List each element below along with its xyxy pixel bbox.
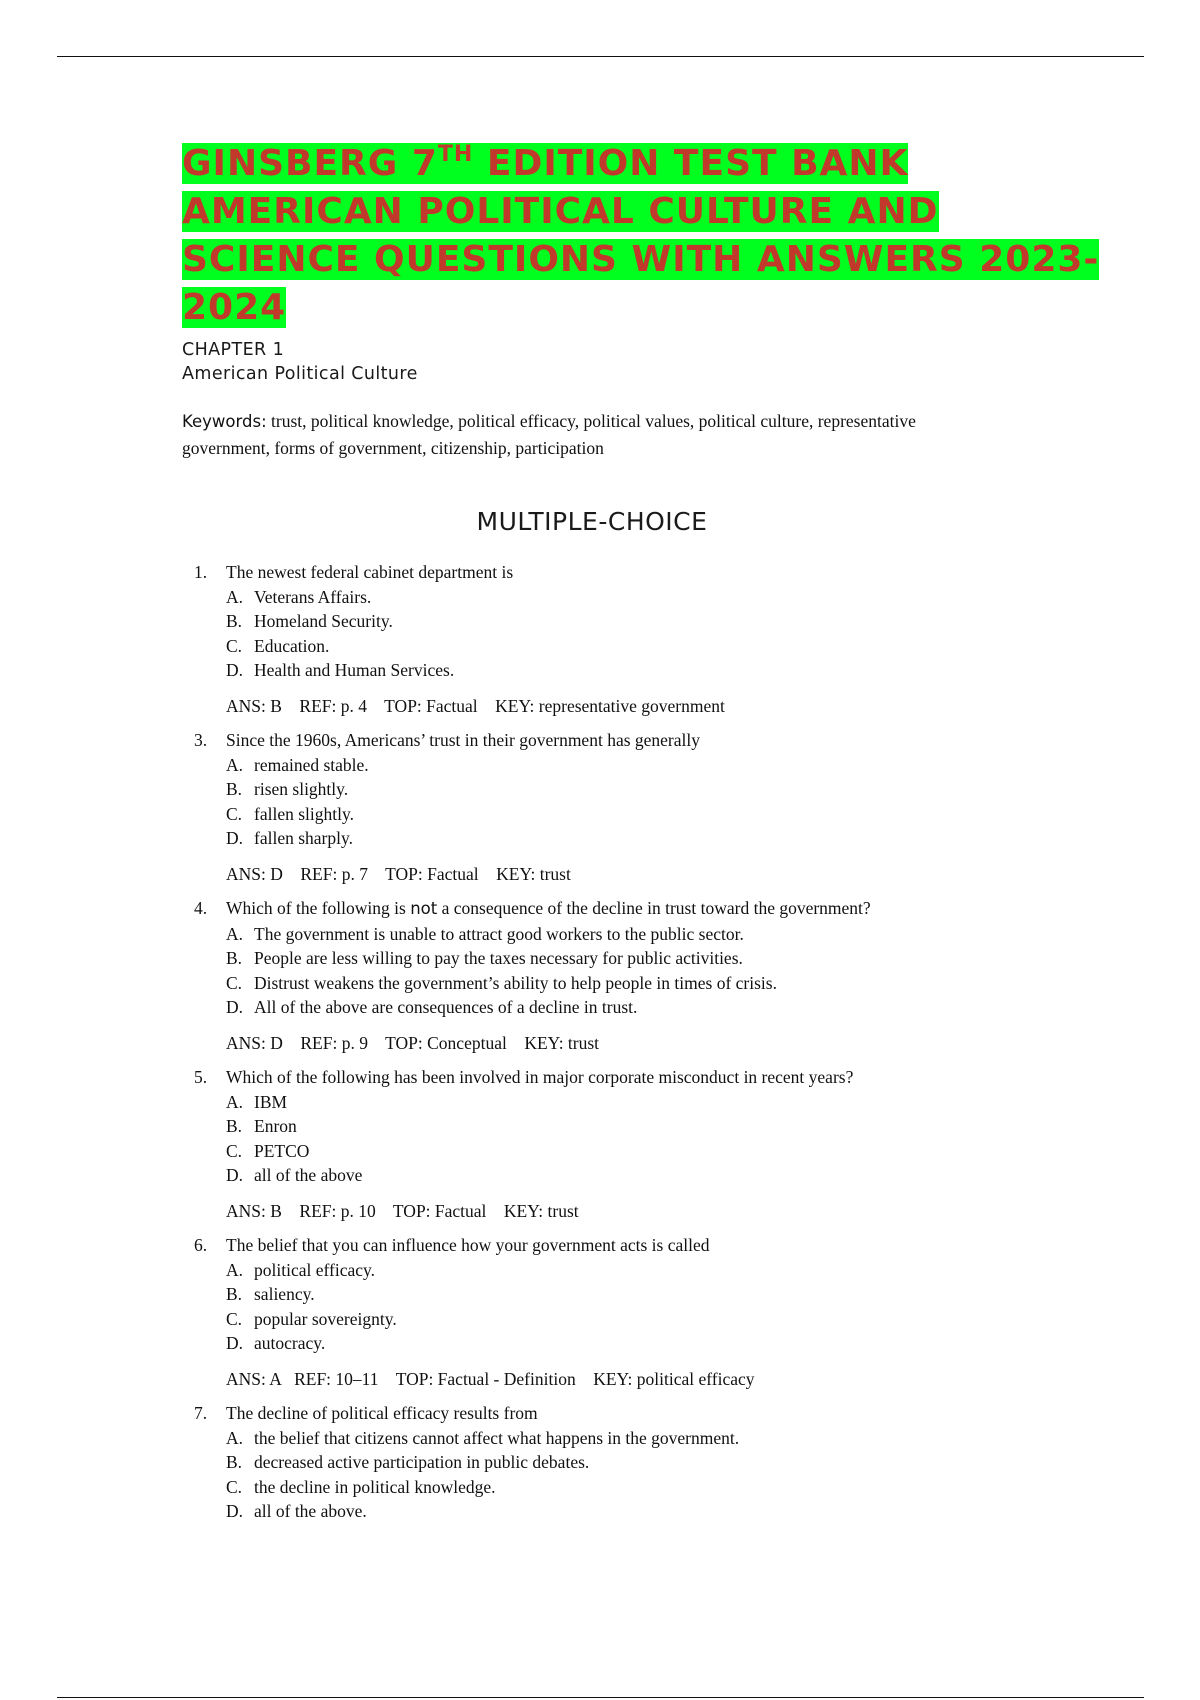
option-item <box>226 1139 1112 1164</box>
option-item <box>226 802 1112 827</box>
question-number: 4. <box>194 898 208 918</box>
option-text: risen slightly. <box>254 779 349 799</box>
question-emphasis: not <box>410 899 438 918</box>
option-item <box>226 585 1112 610</box>
option-text: decreased active participation in public debates. <box>254 1452 590 1472</box>
option-text: People are less willing to pay the taxes necessary for public activities. <box>254 948 743 968</box>
option-letter: B. <box>226 779 243 799</box>
keywords-text: trust, political knowledge, political efficacy, political values, political culture, representative government, forms of government, citizenship, participation <box>182 411 916 458</box>
document-content <box>182 140 1112 1540</box>
option-text: Education. <box>254 635 330 656</box>
title-superscript: TH <box>437 142 474 167</box>
option-item <box>226 1426 1112 1451</box>
option-letter: A. <box>226 754 244 775</box>
option-letter: A. <box>226 1427 244 1448</box>
question-text: The newest federal cabinet department is <box>226 562 514 582</box>
option-item <box>226 1282 1112 1307</box>
question-item <box>182 728 1112 886</box>
option-text: autocracy. <box>254 1333 326 1353</box>
option-text: fallen slightly. <box>254 803 354 824</box>
option-text: remained stable. <box>254 754 369 775</box>
option-list <box>226 1090 1112 1188</box>
option-item <box>226 777 1112 802</box>
option-item <box>226 1090 1112 1115</box>
option-text: The government is unable to attract good workers to the public sector. <box>254 923 744 944</box>
option-text: IBM <box>254 1091 288 1112</box>
answer-line: ANS: D REF: p. 7 TOP: Factual KEY: trust <box>226 863 571 884</box>
option-text: the decline in political knowledge. <box>254 1476 496 1497</box>
chapter-title: American Political Culture <box>182 364 418 384</box>
answer-line: ANS: B REF: p. 4 TOP: Factual KEY: representative government <box>226 695 725 716</box>
title-highlight <box>182 143 1099 328</box>
option-text: Enron <box>254 1116 297 1136</box>
question-text-before: Which of the following is <box>226 898 411 918</box>
option-item <box>226 1307 1112 1332</box>
option-letter: B. <box>226 1284 243 1304</box>
question-text: Since the 1960s, Americans’ trust in their government has generally <box>226 730 700 750</box>
option-text: all of the above. <box>254 1501 367 1521</box>
question-number: 1. <box>194 562 208 582</box>
option-item <box>226 753 1112 778</box>
question-item <box>182 896 1112 1055</box>
top-rule <box>57 56 1144 57</box>
question-number: 6. <box>194 1235 208 1255</box>
question-item <box>182 1065 1112 1223</box>
document-title <box>182 140 1112 332</box>
option-letter: A. <box>226 1091 244 1112</box>
title-main: GINSBERG 7 <box>182 143 438 184</box>
option-item <box>226 1475 1112 1500</box>
option-text: Veterans Affairs. <box>254 586 372 607</box>
option-letter: C. <box>226 1140 243 1161</box>
question-item <box>182 1401 1112 1524</box>
question-number: 7. <box>194 1403 208 1423</box>
option-letter: B. <box>226 1116 243 1136</box>
question-item <box>182 560 1112 718</box>
option-item <box>226 826 1112 851</box>
option-item <box>226 995 1112 1020</box>
question-text: Which of the following has been involved in major corporate misconduct in recent years? <box>226 1067 854 1087</box>
option-item <box>226 609 1112 634</box>
option-item <box>226 971 1112 996</box>
keywords-label: Keywords: <box>182 412 267 431</box>
question-text: The decline of political efficacy results from <box>226 1403 538 1423</box>
option-item <box>226 1258 1112 1283</box>
option-letter: A. <box>226 923 244 944</box>
option-text: All of the above are consequences of a decline in trust. <box>254 997 638 1017</box>
option-list <box>226 1426 1112 1524</box>
answer-line: ANS: B REF: p. 10 TOP: Factual KEY: trust <box>226 1200 579 1221</box>
option-item <box>226 634 1112 659</box>
bottom-rule <box>57 1697 1144 1698</box>
option-text: all of the above <box>254 1165 363 1185</box>
question-number: 5. <box>194 1067 208 1087</box>
option-letter: D. <box>226 1333 244 1353</box>
option-letter: A. <box>226 1259 244 1280</box>
question-number: 3. <box>194 730 208 750</box>
question-list <box>182 560 1112 1524</box>
option-item <box>226 658 1112 683</box>
option-text: political efficacy. <box>254 1259 375 1280</box>
option-list <box>226 922 1112 1020</box>
option-list <box>226 753 1112 851</box>
option-text: fallen sharply. <box>254 828 353 848</box>
option-item <box>226 946 1112 971</box>
title-rest: EDITION TEST BANK AMERICAN POLITICAL CULTURE AND SCIENCE QUESTIONS WITH ANSWERS 2023-2024 <box>182 143 1100 328</box>
answer-line: ANS: D REF: p. 9 TOP: Conceptual KEY: trust <box>226 1032 600 1053</box>
chapter-heading <box>182 338 1112 386</box>
option-letter: C. <box>226 1476 243 1497</box>
option-text: popular sovereignty. <box>254 1308 397 1329</box>
option-letter: A. <box>226 586 244 607</box>
keywords-paragraph <box>182 408 942 461</box>
option-item <box>226 1163 1112 1188</box>
question-text: The belief that you can influence how your government acts is called <box>226 1235 710 1255</box>
option-letter: C. <box>226 1308 243 1329</box>
option-letter: B. <box>226 1452 243 1472</box>
option-letter: D. <box>226 1165 244 1185</box>
option-letter: C. <box>226 972 243 993</box>
option-letter: C. <box>226 803 243 824</box>
option-letter: D. <box>226 1501 244 1521</box>
option-letter: D. <box>226 828 244 848</box>
option-text: Homeland Security. <box>254 611 393 631</box>
option-text: the belief that citizens cannot affect what happens in the government. <box>254 1427 740 1448</box>
answer-line: ANS: A REF: 10–11 TOP: Factual - Definition KEY: political efficacy <box>226 1368 755 1389</box>
option-item <box>226 1499 1112 1524</box>
option-text: saliency. <box>254 1284 315 1304</box>
option-text: Health and Human Services. <box>254 660 455 680</box>
option-item <box>226 1331 1112 1356</box>
option-text: PETCO <box>254 1140 310 1161</box>
option-letter: B. <box>226 611 243 631</box>
section-heading: MULTIPLE-CHOICE <box>476 507 708 536</box>
option-item <box>226 922 1112 947</box>
option-list <box>226 585 1112 683</box>
option-letter: D. <box>226 660 244 680</box>
question-text-after: a consequence of the decline in trust toward the government? <box>437 898 871 918</box>
chapter-number: CHAPTER 1 <box>182 340 285 360</box>
option-letter: B. <box>226 948 243 968</box>
question-text <box>226 896 1112 922</box>
option-list <box>226 1258 1112 1356</box>
option-letter: C. <box>226 635 243 656</box>
option-item <box>226 1450 1112 1475</box>
question-item <box>182 1233 1112 1391</box>
option-letter: D. <box>226 997 244 1017</box>
option-text: Distrust weakens the government’s ability to help people in times of crisis. <box>254 972 777 993</box>
option-item <box>226 1114 1112 1139</box>
